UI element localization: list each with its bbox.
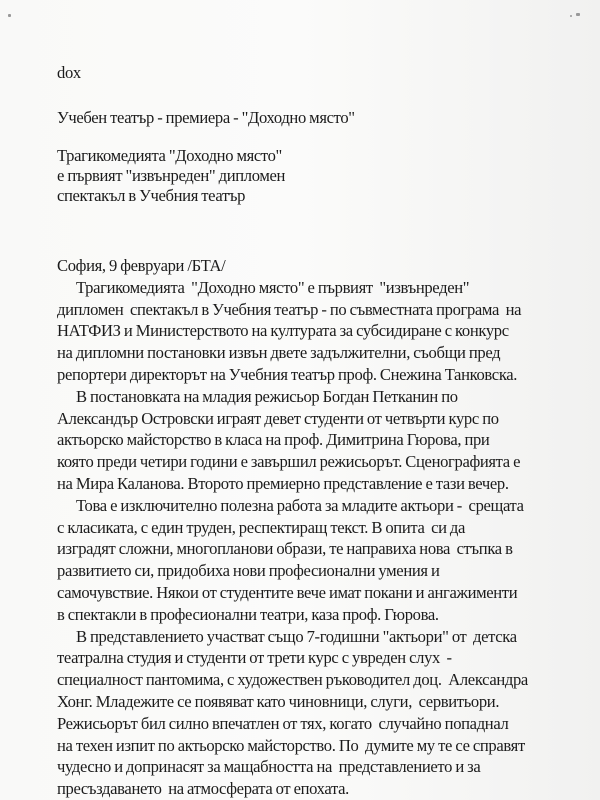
dateline: София, 9 февруари /БТА/ xyxy=(57,256,226,275)
body-line: театрална студия и студенти от трети курс с увреден слух - xyxy=(57,648,452,668)
body-line: самочувствие. Някои от студентите вече имат покани и ангажименти xyxy=(57,582,518,602)
body-line: на техен изпит по актьорско майсторство. По думите му те се справят xyxy=(57,735,525,755)
body-line: Хонг. Младежите се появяват като чиновници, слуги, сервитьори. xyxy=(57,691,500,711)
body-line: В постановката на младия режисьор Богдан Петканин по xyxy=(76,386,458,406)
scan-speck xyxy=(576,13,580,16)
document-tag: dox xyxy=(57,63,81,82)
body-line: дипломен спектакъл в Учебния театър - по съвместната програма на xyxy=(57,299,522,319)
subtitle-block xyxy=(57,146,285,206)
body-line: на дипломни постановки извън двете задължителни, съобщи пред xyxy=(57,343,501,363)
body-line: Александър Островски играят девет студенти от четвърти курс по xyxy=(57,408,499,428)
subtitle-line: Трагикомедията "Доходно място" xyxy=(57,146,282,165)
article-body xyxy=(57,255,567,800)
body-lines xyxy=(57,277,567,800)
body-line: чудесно и допринасят за мащабността на представлението и за xyxy=(57,757,481,777)
subtitle-line: е първият "извънреден" дипломен xyxy=(57,166,286,185)
body-line: Режисьорът бил силно впечатлен от тях, когато случайно попаднал xyxy=(57,713,509,733)
body-line: Това е изключително полезна работа за младите актьори - срещата xyxy=(76,495,524,515)
body-line: развитието си, придобиха нови професионални умения и xyxy=(57,561,440,581)
scan-speck xyxy=(8,14,11,17)
body-line: която преди четири години е завършил режисьорът. Сценографията е xyxy=(57,452,521,472)
scan-speck xyxy=(570,15,572,17)
body-line: на Мира Каланова. Второто премиерно представление е тази вечер. xyxy=(57,473,509,493)
body-line: актьорско майсторство в класа на проф. Димитрина Гюрова, при xyxy=(57,430,490,450)
body-line: репортери директорът на Учебния театър проф. Снежина Танковска. xyxy=(57,364,518,384)
body-line: пресъздаването на атмосферата от епохата. xyxy=(57,779,349,799)
body-line: Трагикомедията "Доходно място" е първият "извънреден" xyxy=(76,277,470,297)
body-line: В представлението участват също 7-годишни "актьори" от детска xyxy=(76,626,517,646)
body-line: в спектакли в професионални театри, каза проф. Гюрова. xyxy=(57,604,439,624)
body-line: изградят сложни, многопланови образи, те направиха нова стъпка в xyxy=(57,539,513,559)
body-line: с класиката, с един труден, респектиращ текст. В опита си да xyxy=(57,517,466,537)
body-line: специалност пантомима, с художествен ръководител доц. Александра xyxy=(57,670,528,690)
document-title: Учебен театър - премиера - "Доходно място" xyxy=(57,108,355,127)
subtitle-line: спектакъл в Учебния театър xyxy=(57,186,246,205)
body-line: НАТФИЗ и Министерството на културата за субсидиране с конкурс xyxy=(57,321,509,341)
